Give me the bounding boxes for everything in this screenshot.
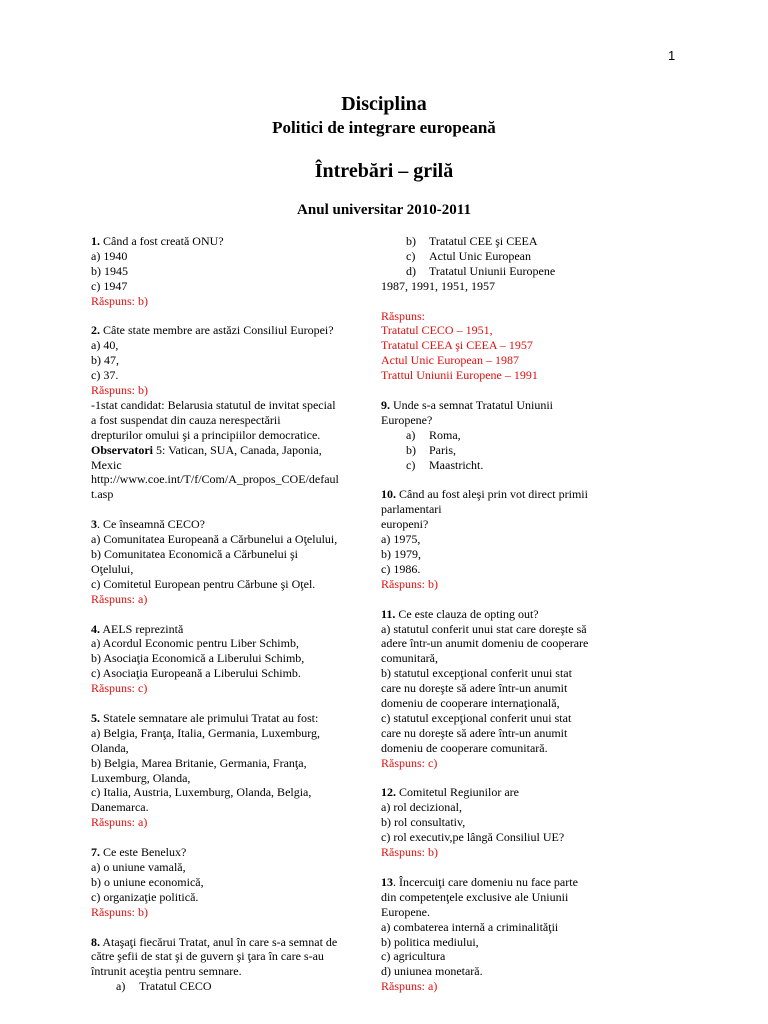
option: a) o uniune vamală, xyxy=(91,859,186,874)
answer: Răspuns: b) xyxy=(381,576,438,591)
option: b) 47, xyxy=(91,353,119,368)
option: Danemarca. xyxy=(91,800,149,815)
option: a) 1975, xyxy=(381,532,421,547)
list-item: b) Tratatul CEE şi CEEA xyxy=(406,234,538,248)
source-link[interactable]: t.asp xyxy=(91,487,114,502)
option: Oţelului, xyxy=(91,561,134,576)
answer: Răspuns: b) xyxy=(91,383,148,398)
section-title: Întrebări – grilă xyxy=(314,160,454,182)
option: a) Comunitatea Europeană a Cărbunelui a Oţelului, xyxy=(91,532,338,547)
answer: Răspuns: a) xyxy=(381,979,438,994)
answer-line: Tratatul CECO – 1951, xyxy=(381,323,493,338)
option: Olanda, xyxy=(91,740,129,755)
question-8: 8. Ataşaţi fiecărui Tratat, anul în care s-a semnat de xyxy=(91,934,338,949)
option: c) 37. xyxy=(91,368,119,383)
option: comunitară, xyxy=(381,651,438,666)
option: a) Acordul Economic pentru Liber Schimb, xyxy=(91,636,299,651)
option: Luxemburg, Olanda, xyxy=(91,770,191,785)
option: a) 1940 xyxy=(91,248,128,263)
list-item: a) Roma, xyxy=(406,427,461,442)
answer-line: Tratatul CEEA şi CEEA – 1957 xyxy=(381,338,533,353)
option: domeniu de cooperare internaţională, xyxy=(381,696,560,711)
option: b) politica mediului, xyxy=(381,934,479,949)
option: a) combaterea internă a criminalităţii xyxy=(381,919,559,934)
question-2: 2. Câte state membre are astăzi Consiliul Europei? xyxy=(91,323,334,338)
option: c) statutul excepţional conferit unui stat xyxy=(381,710,572,725)
left-column xyxy=(91,234,371,994)
list-item: c) Actul Unic European xyxy=(406,248,531,263)
question-9: 9. Unde s-a semnat Tratatul Uniunii xyxy=(381,397,553,412)
academic-year: Anul universitar 2010-2011 xyxy=(297,202,471,218)
option: c) rol executiv,pe lângă Consiliul UE? xyxy=(381,830,565,845)
note-line: -1stat candidat: Belarusia statutul de invitat special xyxy=(91,397,336,412)
option: d) uniunea monetară. xyxy=(381,964,483,979)
option: b) o uniune economică, xyxy=(91,874,204,889)
option: c) Italia, Austria, Luxemburg, Olanda, Belgia, xyxy=(91,785,312,800)
question-text: întrunit aceştia pentru semnare. xyxy=(91,964,242,979)
option: c) organizaţie politică. xyxy=(91,889,199,904)
option: b) Asociaţia Economică a Liberului Schimb, xyxy=(91,651,305,666)
question-7: 7. Ce este Benelux? xyxy=(91,845,187,860)
option: care nu doreşte să adere într-un anumit xyxy=(381,725,568,740)
option: a) rol decizional, xyxy=(381,800,462,815)
answer: Răspuns: b) xyxy=(91,904,148,919)
document-title: Disciplina xyxy=(341,93,427,115)
question-text: Europene? xyxy=(381,412,433,427)
document-subtitle: Politici de integrare europeană xyxy=(272,118,496,137)
question-3: 3. Ce înseamnă CECO? xyxy=(91,517,205,532)
answer: Răspuns: b) xyxy=(381,845,438,860)
right-column xyxy=(381,234,621,994)
answer: Răspuns: xyxy=(381,308,426,323)
list-item: b) Paris, xyxy=(406,442,456,457)
question-10: 10. Când au fost aleşi prin vot direct primii xyxy=(381,487,588,502)
question-1: 1. Când a fost creată ONU? xyxy=(91,234,224,248)
option: a) Belgia, Franţa, Italia, Germania, Luxemburg, xyxy=(91,725,321,740)
list-item: a) Tratatul CECO xyxy=(116,979,212,994)
option: c) 1947 xyxy=(91,278,128,293)
answer: Răspuns: c) xyxy=(381,755,438,770)
list-item: d) Tratatul Uniunii Europene xyxy=(406,263,556,278)
question-4: 4. AELS reprezintă xyxy=(91,621,184,636)
option: a) 40, xyxy=(91,338,119,353)
option: c) Asociaţia Europeană a Liberului Schimb. xyxy=(91,666,301,681)
option: b) rol consultativ, xyxy=(381,815,466,830)
list-item: c) Maastricht. xyxy=(406,457,484,472)
answer: Răspuns: c) xyxy=(91,681,148,696)
question-5: 5. Statele semnatare ale primului Tratat au fost: xyxy=(91,710,319,725)
question-text: europeni? xyxy=(381,517,429,532)
option: b) 1979, xyxy=(381,546,421,561)
answer-line: Actul Unic European – 1987 xyxy=(381,353,519,368)
page-number: 1 xyxy=(668,48,676,63)
option: c) 1986. xyxy=(381,561,421,576)
question-11: 11. Ce este clauza de opting out? xyxy=(381,606,539,621)
question-text: către şefii de stat şi de guvern şi ţara în care s-au xyxy=(91,949,324,964)
years-list: 1987, 1991, 1951, 1957 xyxy=(381,278,495,293)
option: c) Comitetul European pentru Cărbune şi Oţel. xyxy=(91,576,316,591)
answer-line: Trattul Uniunii Europene – 1991 xyxy=(381,368,538,383)
question-12: 12. Comitetul Regiunilor are xyxy=(381,785,519,800)
option: adere într-un anumit domeniu de cooperare xyxy=(381,636,589,651)
option: c) agricultura xyxy=(381,949,446,964)
option: b) Comunitatea Economică a Cărbunelui şi xyxy=(91,547,298,561)
question-13: 13. Încercuiţi care domeniu nu face parte xyxy=(381,874,578,889)
option: care nu doreşte să adere într-un anumit xyxy=(381,681,568,696)
question-text: din competenţele exclusive ale Uniunii xyxy=(381,889,569,904)
answer: Răspuns: a) xyxy=(91,815,148,830)
note-line: a fost suspendat din cauza nerespectării xyxy=(91,412,281,427)
answer: Răspuns: a) xyxy=(91,591,148,606)
question-text: parlamentari xyxy=(381,502,442,517)
option: domeniu de cooperare comunitară. xyxy=(381,740,548,755)
source-link[interactable]: http://www.coe.int/T/f/Com/A_propos_COE/defaul xyxy=(91,472,339,487)
option: b) Belgia, Marea Britanie, Germania, Franţa, xyxy=(91,755,307,770)
option: a) statutul conferit unui stat care doreşte să xyxy=(381,621,587,636)
question-text: Europene. xyxy=(381,904,430,919)
option: b) 1945 xyxy=(91,263,128,278)
answer: Răspuns: b) xyxy=(91,293,148,308)
option: b) statutul excepţional conferit unui stat xyxy=(381,666,572,681)
note-line: drepturilor omului şi a principiilor democratice. xyxy=(91,427,321,442)
note-line: Mexic xyxy=(91,457,122,472)
observers-line: Observatori 5: Vatican, SUA, Canada, Japonia, xyxy=(91,442,322,457)
